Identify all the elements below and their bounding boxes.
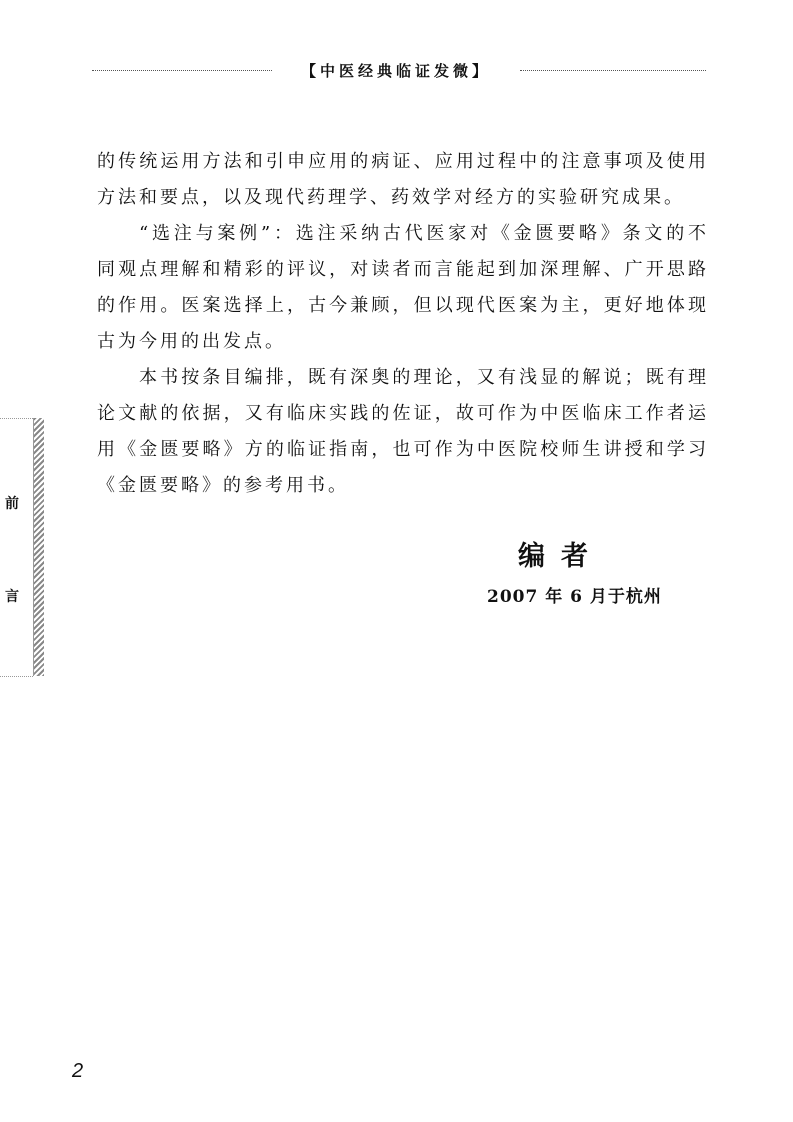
paragraph-book-usage: 本书按条目编排，既有深奥的理论，又有浅显的解说；既有理论文献的依据，又有临床实践的佐证，故可作为中医临床工作者运用《金匮要略》方的临证指南，也可作为中医院校师生讲授和学习《金匮要略》的参考用书。	[97, 367, 709, 496]
signature-author: 编者	[518, 541, 604, 572]
header-rule-left	[92, 70, 272, 71]
side-tab-char-yan: 言	[5, 589, 19, 605]
side-tab-rule-bottom	[0, 676, 33, 677]
header-rule-right	[520, 70, 706, 71]
side-tab-char-qian: 前	[5, 496, 19, 512]
signature-date: 2007 年 6 月于杭州	[487, 587, 662, 607]
paragraph-continued: 的传统运用方法和引申应用的病证、应用过程中的注意事项及使用方法和要点，以及现代药理学、药效学对经方的实验研究成果。	[97, 151, 709, 208]
side-tab-rule-top	[0, 418, 33, 419]
paragraph-annotations: “选注与案例”：选注采纳古代医家对《金匮要略》条文的不同观点理解和精彩的评议，对读者而言能起到加深理解、广开思路的作用。医案选择上，古今兼顾，但以现代医案为主，更好地体现古为今用的出发点。	[97, 223, 709, 352]
page-number: 2	[72, 1060, 84, 1082]
body-text	[97, 144, 709, 504]
side-tab-strip	[33, 418, 44, 676]
running-header: 【中医经典临证发微】	[300, 62, 491, 80]
